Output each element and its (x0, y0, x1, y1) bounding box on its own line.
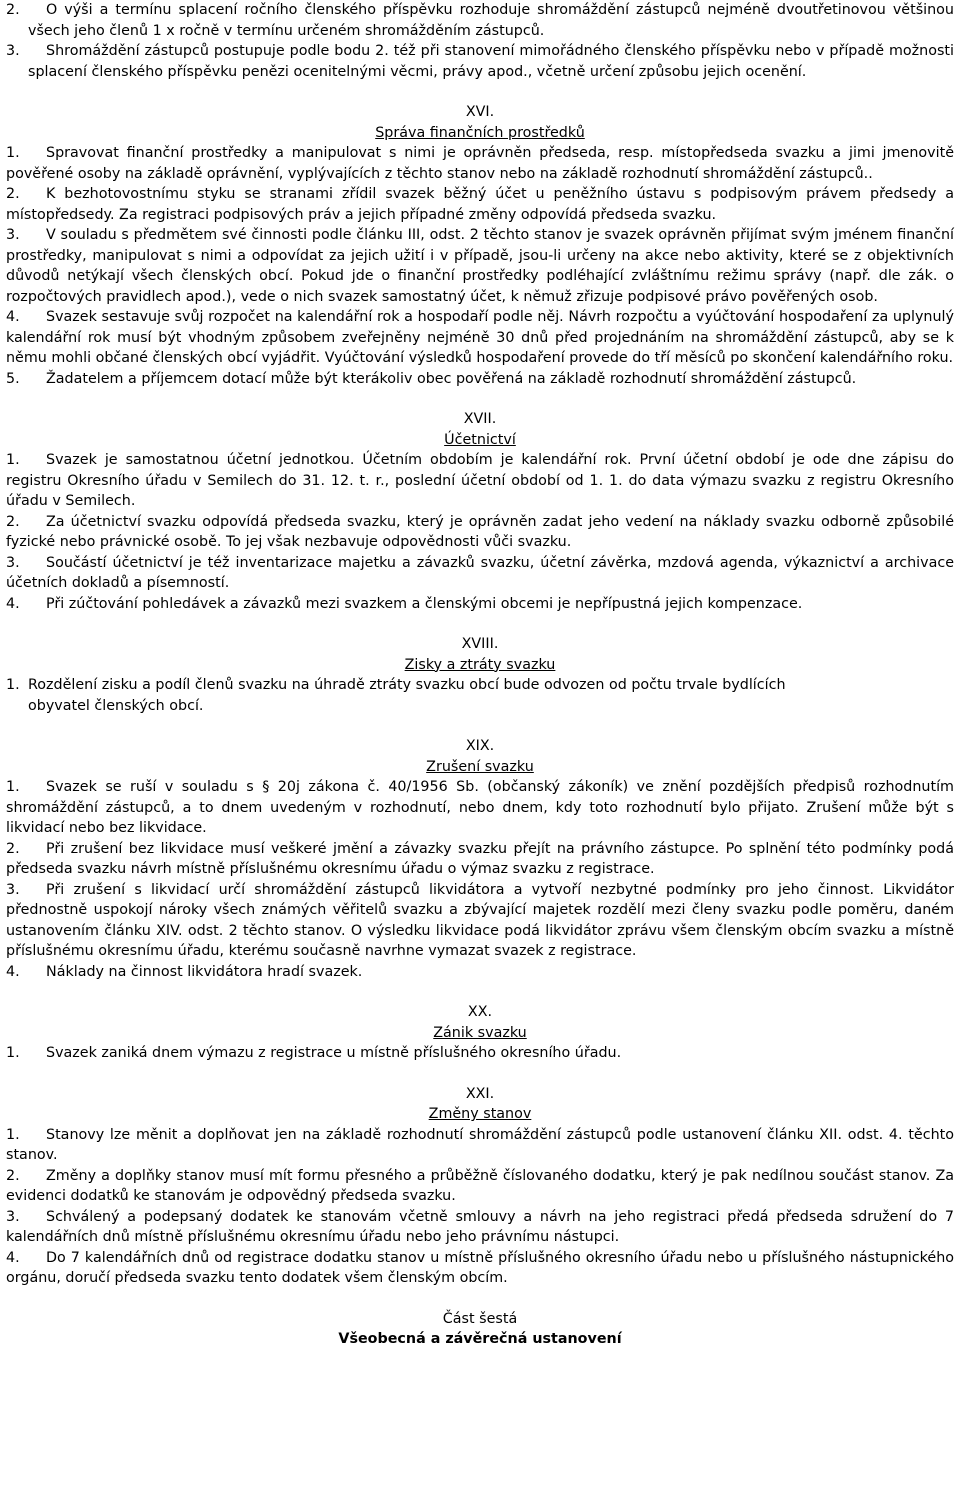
paragraph-text: Svazek je samostatnou účetní jednotkou. Účetním obdobím je kalendářní rok. První účetní období je ode dne zápisu do registru Okresního úřadu v Semilech do 31. 12. t. r., poslední účetní období od 1. 1. do data výmazu svazku z registru Okresního úřadu v Semilech. (6, 452, 954, 509)
paragraph-text: K bezhotovostnímu styku se stranami zřídil svazek běžný účet u peněžního ústavu s podpisovým právem předsedy a místopředsedy. Za registraci podpisových práv a jejich případné změny odpovídá předseda svazku. (6, 186, 954, 223)
section-title: Účetnictví (444, 431, 516, 448)
paragraph-text: Při zrušení bez likvidace musí veškeré jmění a závazky svazku přejít na právního zástupce. Po splnění této podmínky podá předseda svazku návrh místně příslušnému okresnímu úřadu o výmaz svazku z registrace. (6, 840, 954, 877)
paragraph (6, 41, 954, 82)
paragraph (6, 143, 954, 184)
intro-block (6, 0, 954, 82)
section-numeral: XVI. (465, 104, 495, 120)
paragraph-number: 3. (6, 554, 20, 571)
paragraph (6, 594, 954, 615)
part-label: Část šestá (442, 1310, 518, 1327)
paragraph-text: Za účetnictví svazku odpovídá předseda svazku, který je oprávněn zadat jeho vedení na náklady svazku odborně způsobilé fyzické nebo právnické osobě. To jej však nezbavuje odpovědnosti vůči svazku. (6, 513, 954, 550)
paragraph-number: 3. (6, 881, 20, 898)
paragraph-number: 4. (6, 963, 20, 980)
paragraph-number: 1. (6, 1126, 20, 1143)
paragraph-number: 2. (6, 186, 20, 202)
paragraph (6, 553, 954, 594)
section-xxi (6, 1084, 954, 1289)
paragraph-text: Součástí účetnictví je též inventarizace majetku a závazků svazku, účetní závěrka, mzdová agenda, výkaznictví a archivace účetních dokladů a písemností. (6, 554, 954, 591)
section-xviii (6, 634, 954, 716)
part-heading (6, 1309, 954, 1350)
paragraph-number: 1. (6, 779, 20, 795)
paragraph (6, 675, 954, 716)
paragraph (6, 1166, 954, 1207)
paragraph (6, 962, 954, 983)
paragraph (6, 369, 954, 390)
paragraph-number: 3. (6, 227, 20, 243)
paragraph-text: V souladu s předmětem své činnosti podle článku III, odst. 2 těchto stanov je svazek oprávněn přijímat svým jménem finanční prostředky, manipulovat s nimi a odpovídat za jejich užití i v případě, jsou-li určeny na akce nebo aktivity, které se z objektivních důvodů netýkají všech členských obcí. Pokud jde o finanční prostředky podléhající zvláštnímu režimu správy (např. dle zák. o rozpočtových pravidlech apod.), vede o nich svazek samostatný účet, k němuž zřizuje podpisové právo pověřených osob. (6, 227, 954, 305)
paragraph-text: Stanovy lze měnit a doplňovat jen na základě rozhodnutí shromáždění zástupců podle ustanovení článku XII. odst. 4. těchto stanov. (6, 1126, 954, 1163)
paragraph-number: 2. (6, 1167, 20, 1184)
paragraph-number: 3. (6, 43, 20, 59)
section-title: Zisky a ztráty svazku (404, 656, 556, 673)
paragraph-number: 2. (6, 513, 20, 530)
paragraph-number: 1. (6, 677, 20, 693)
paragraph (6, 777, 954, 839)
paragraph-text: Svazek se ruší v souladu s § 20j zákona č. 40/1956 Sb. (občanský zákoník) ve znění pozdějších předpisů rozhodnutím shromáždění zástupců, a to dnem uvedeným v rozhodnutí, nebo dnem, kdy toto rozhodnutí bylo přijato. Zrušení může být s likvidací nebo bez likvidace. (6, 779, 954, 836)
paragraph (6, 512, 954, 553)
paragraph-number: 3. (6, 1208, 20, 1225)
section-xx (6, 1002, 954, 1064)
paragraph-text: O výši a termínu splacení ročního členského příspěvku rozhoduje shromáždění zástupců nejméně dvoutřetinovou většinou všech jeho členů 1 x ročně v termínu určeném shromážděním zástupců. (28, 2, 954, 39)
section-numeral: XVIII. (461, 636, 499, 652)
paragraph-number: 1. (6, 1045, 20, 1061)
section-numeral: XIX. (465, 738, 495, 754)
paragraph (6, 225, 954, 307)
paragraph-text: Rozdělení zisku a podíl členů svazku na úhradě ztráty svazku obcí bude odvozen od počtu trvale bydlících obyvatel členských obcí. (28, 677, 786, 714)
paragraph-number: 1. (6, 145, 20, 161)
paragraph-number: 2. (6, 840, 20, 857)
paragraph (6, 1125, 954, 1166)
paragraph-text: Shromáždění zástupců postupuje podle bodu 2. též při stanovení mimořádného členského příspěvku nebo v případě možnosti splacení členského příspěvku penězi ocenitelnými věcmi, právy apod., včetně určení způsobu jejich ocenění. (28, 43, 954, 80)
paragraph (6, 0, 954, 41)
section-numeral: XVII. (463, 411, 497, 427)
section-xvi (6, 102, 954, 389)
paragraph (6, 880, 954, 962)
part-title: Všeobecná a závěrečná ustanovení (338, 1331, 622, 1347)
paragraph (6, 839, 954, 880)
paragraph-number: 4. (6, 1249, 20, 1266)
section-xix (6, 736, 954, 982)
section-title: Správa finančních prostředků (375, 124, 585, 141)
paragraph-text: Schválený a podepsaný dodatek ke stanovám včetně smlouvy a návrh na jeho registraci předá předseda sdružení do 7 kalendářních dnů místně příslušnému okresnímu úřadu nebo jeho právnímu nástupci. (6, 1208, 954, 1245)
paragraph-number: 5. (6, 370, 20, 387)
section-numeral: XX. (467, 1004, 493, 1020)
paragraph-text: Svazek sestavuje svůj rozpočet na kalendářní rok a hospodaří podle něj. Návrh rozpočtu a vyúčtování hospodaření za uplynulý kalendářní rok musí být vhodným způsobem zveřejněny nejméně 30 dnů před projednáním na shromáždění zástupců, aby se k němu mohli občané členských obcí vyjádřit. Vyúčtování výsledků hospodaření provede do tří měsíců po skončení kalendářního roku. (6, 309, 954, 366)
paragraph-text: Při zrušení s likvidací určí shromáždění zástupců likvidátora a vytvoří nezbytné podmínky pro jeho činnost. Likvidátor přednostně uspokojí nároky všech známých věřitelů svazku a zbývající majetek rozdělí mezi členy svazku podle poměru, daném ustanovením článku XIV. odst. 2 těchto stanov. O výsledku likvidace podá likvidátor zprávu všem členským obcím svazku a místně příslušnému okresnímu úřadu, kterému současně navrhne vymazat svazek z registrace. (6, 881, 954, 959)
paragraph-number: 2. (6, 2, 20, 18)
section-title: Zrušení svazku (426, 758, 534, 775)
paragraph-text: Svazek zaniká dnem výmazu z registrace u místně příslušného okresního úřadu. (46, 1045, 622, 1061)
paragraph (6, 184, 954, 225)
paragraph (6, 1043, 954, 1064)
paragraph-text: Při zúčtování pohledávek a závazků mezi svazkem a členskými obcemi je nepřípustná jejich kompenzace. (46, 595, 803, 612)
section-title: Změny stanov (428, 1106, 532, 1122)
paragraph-text: Do 7 kalendářních dnů od registrace dodatku stanov u místně příslušného okresního úřadu nebo u příslušného nástupnického orgánu, doručí předseda svazku tento dodatek všem členským obcím. (6, 1249, 954, 1286)
paragraph (6, 1248, 954, 1289)
paragraph-number: 1. (6, 452, 20, 468)
paragraph-text: Změny a doplňky stanov musí mít formu přesného a průběžně číslovaného dodatku, který je pak nedílnou součást stanov. Za evidenci dodatků ke stanovám je odpovědný předseda svazku. (6, 1167, 954, 1204)
section-numeral: XXI. (465, 1085, 495, 1102)
paragraph-number: 4. (6, 595, 20, 612)
section-xvii (6, 409, 954, 614)
paragraph-text: Spravovat finanční prostředky a manipulovat s nimi je oprávněn předseda, resp. místopředseda svazku a jimi jmenovitě pověřené osoby na základě oprávnění, vyplývajících z těchto stanov nebo na základě rozhodnutí shromáždění zástupců.. (6, 145, 954, 182)
paragraph (6, 450, 954, 512)
paragraph-text: Náklady na činnost likvidátora hradí svazek. (46, 963, 363, 980)
section-title: Zánik svazku (433, 1024, 527, 1041)
paragraph (6, 307, 954, 369)
paragraph-number: 4. (6, 309, 20, 325)
paragraph-text: Žadatelem a příjemcem dotací může být kterákoliv obec pověřená na základě rozhodnutí shromáždění zástupců. (46, 370, 857, 387)
paragraph (6, 1207, 954, 1248)
